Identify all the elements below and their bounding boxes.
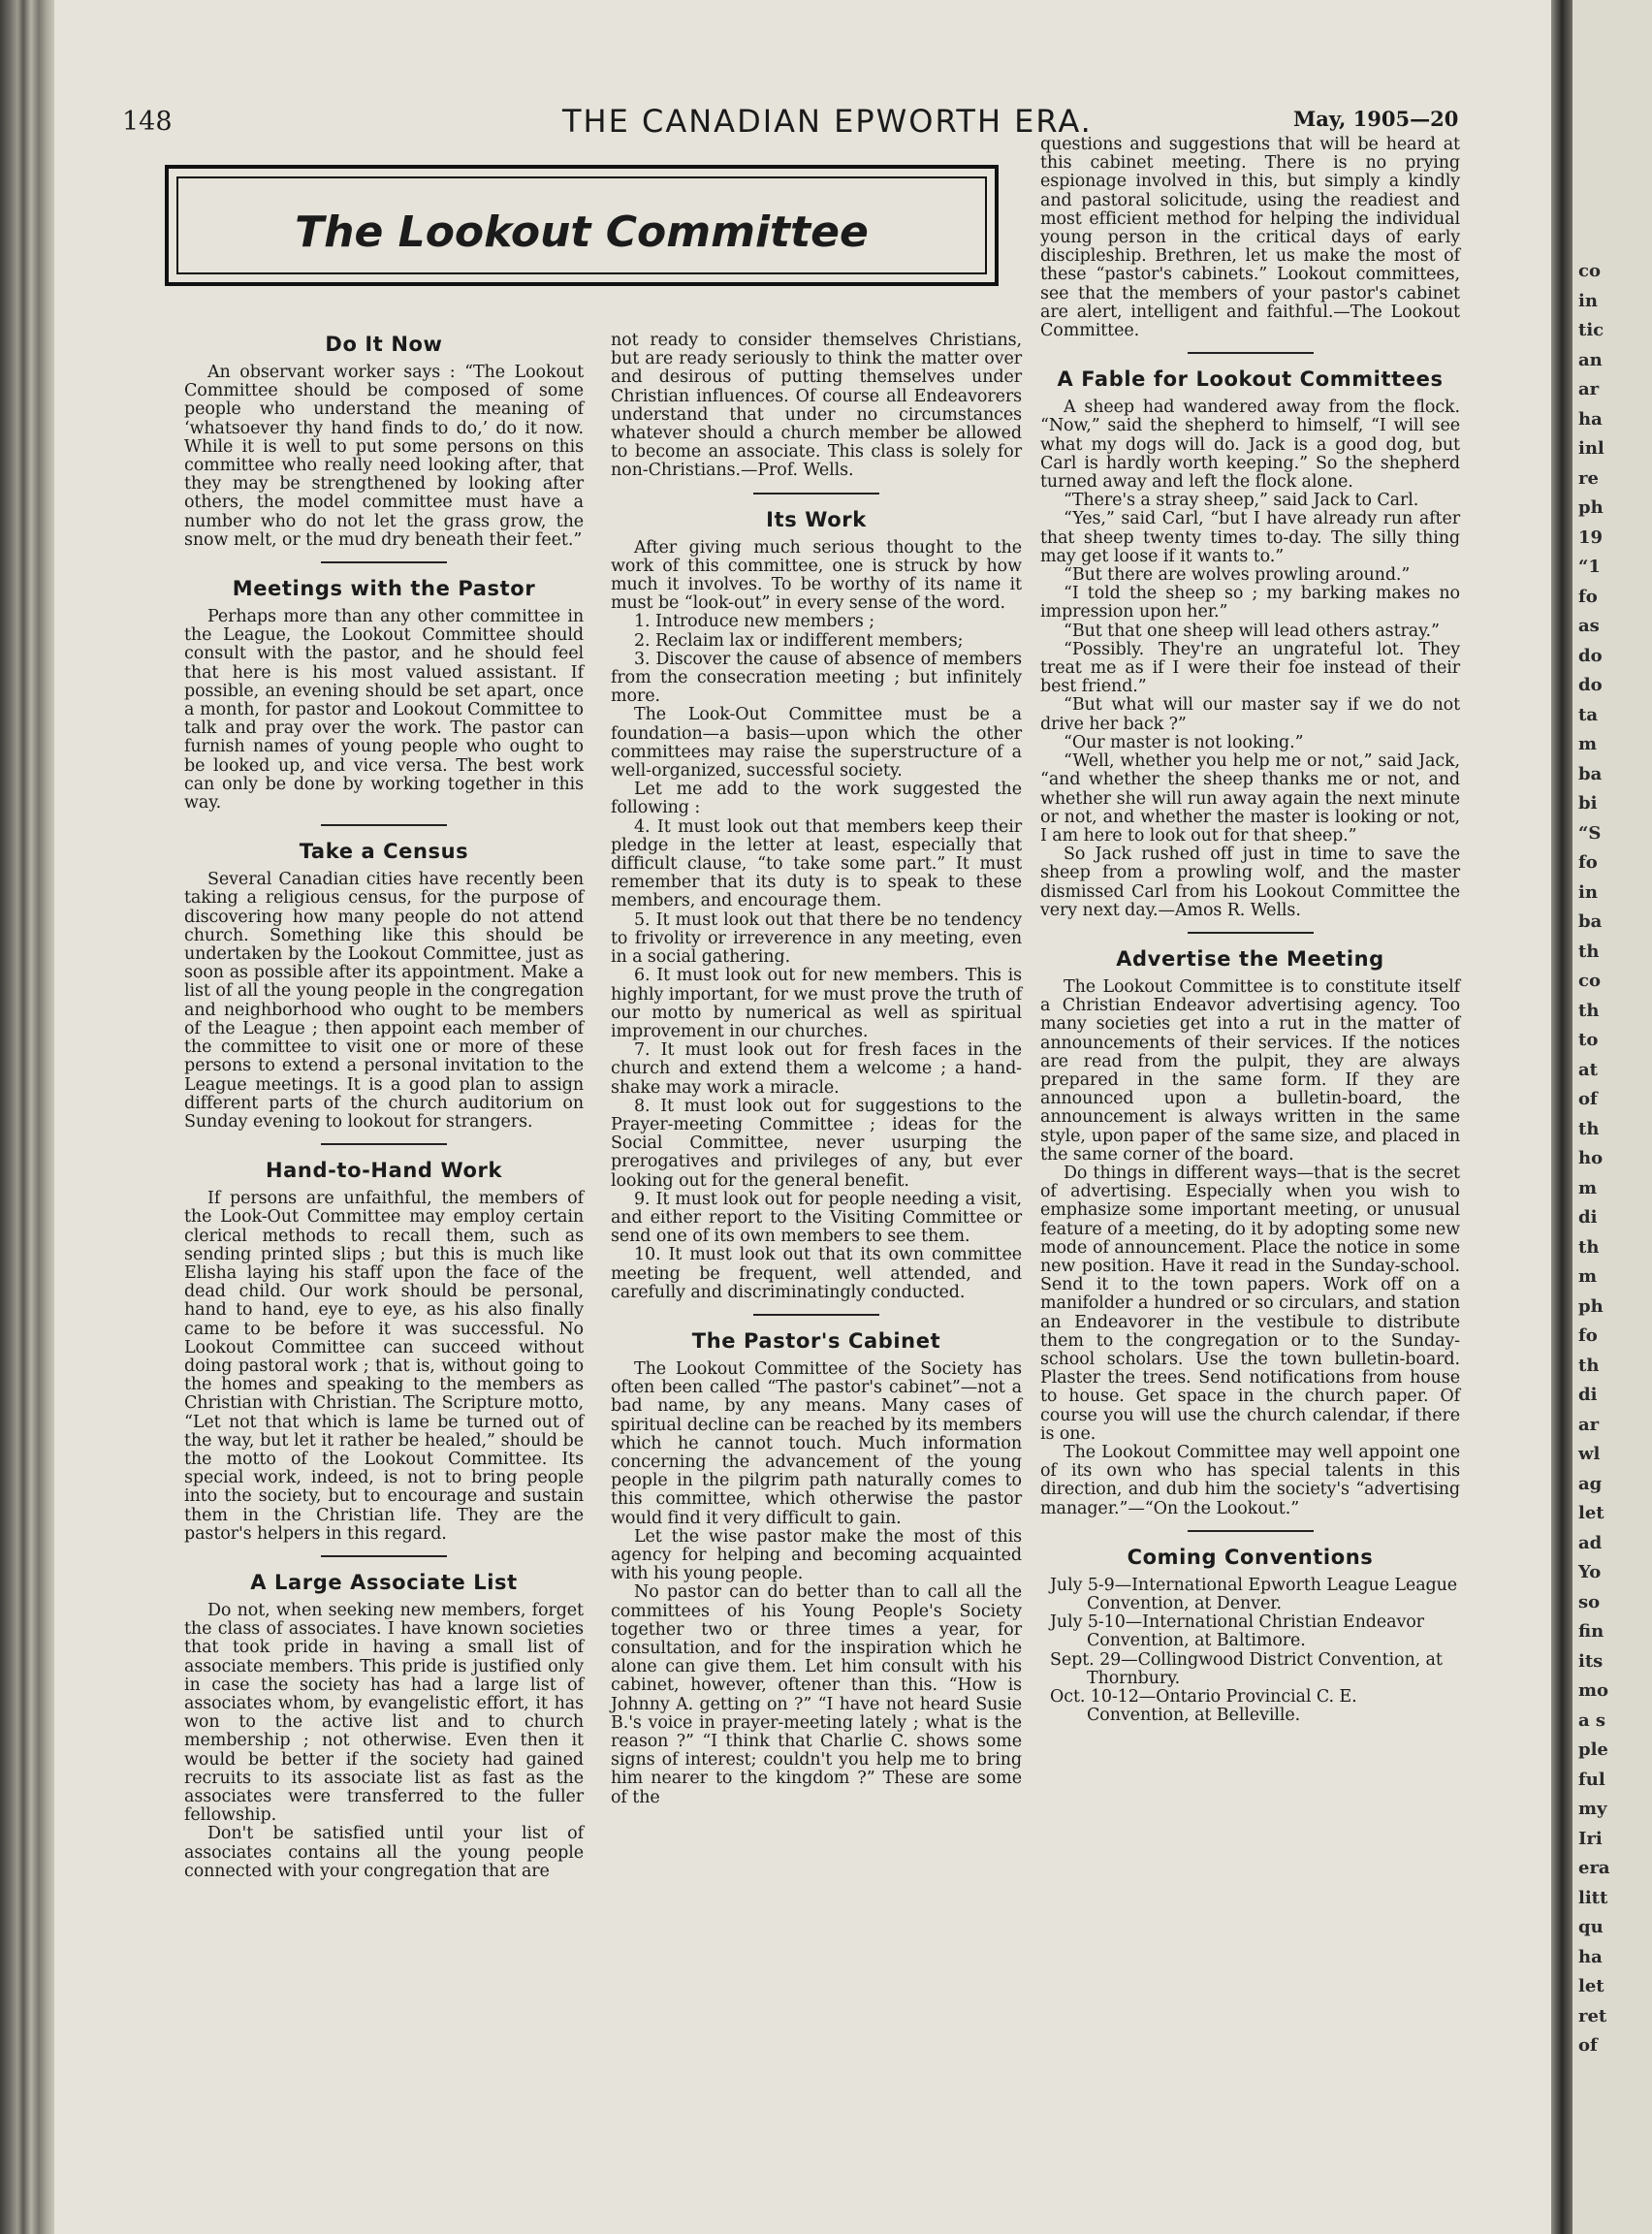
list-item: 7. It must look out for fresh faces in the church and extend them a welcome ; a hand-shake may work a miracle.: [611, 1040, 1022, 1098]
article-continuation: not ready to consider themselves Christians, but are ready seriously to think the matter over and desirous of putting themselves under Christian influences. Of course all Endeavorers understand that under no circumstances whatever should a church member be allowed to become an associate. This class is solely for non-Christians.—Prof. Wells.: [611, 331, 1022, 481]
next-page-text-fragment: so: [1578, 1591, 1601, 1612]
next-page-text-fragment: of: [1578, 2035, 1598, 2056]
article-heading: Coming Conventions: [1127, 1545, 1374, 1569]
article-paragraph: Do things in different ways—that is the secret of advertising. Especially when you wish to emphasize some important meeting, or unusual feature of a meeting, do it by adopting some new mode of announcement. Place the notice in some new position. Have it read in the Sunday-school. Send it to the town papers. Work off on a manifolder a hundred or so circulars, and station an Endeavorer in the vestibule to distribute them to the congregation or to the Sunday-school scholars. Use the town bulletin-board. Plaster the trees. Send notifications from house to house. Get space in the church paper. Of course you will use the church calendar, if there is one.: [1040, 1163, 1460, 1444]
feature-title: The Lookout Committee: [295, 207, 869, 257]
column-3: [1040, 136, 1460, 1725]
next-page-text-fragment: ad: [1578, 1532, 1603, 1553]
section-divider: [753, 493, 879, 495]
article-heading: Take a Census: [299, 840, 469, 864]
list-item: 3. Discover the cause of absence of members from the consecration meeting ; but infinitely more.: [611, 649, 1022, 707]
next-page-text-fragment: m: [1578, 1177, 1598, 1198]
next-page-text-fragment: ag: [1578, 1473, 1603, 1494]
next-page-text-fragment: th: [1578, 1000, 1600, 1021]
article-paragraph: A sheep had wandered away from the flock. “Now,” said the shepherd to himself, “I will see what my dogs will do. Jack is a good dog, but Carl is hardly worth keeping.” So the shepherd turned away and left the flock alone.: [1040, 398, 1460, 493]
section-divider: [321, 824, 447, 826]
article-paragraph: “But that one sheep will lead others astray.”: [1064, 621, 1440, 641]
feature-title-box: [165, 165, 999, 286]
next-page-text-fragment: th: [1578, 941, 1600, 962]
next-page-text-fragment: ph: [1578, 1295, 1604, 1317]
article-heading: Its Work: [766, 507, 867, 531]
next-page-edge: [1573, 0, 1652, 2234]
article-its-work: [611, 508, 1022, 1302]
article-paragraph: Do not, when seeking new members, forget the class of associates. I have known societies that took pride in having a small list of associate members. This pride is justified only in case the society has had a large list of associates whom, by evangelistic effort, it has won to the active list and to church membership ; not otherwise. Even then it would be better if the society had gained recruits to its associate list as fast as the associates were transferred to the fuller fellowship.: [184, 1600, 584, 1826]
next-page-text-fragment: ar: [1578, 1414, 1600, 1435]
next-page-text-fragment: th: [1578, 1118, 1600, 1139]
next-page-text-fragment: do: [1578, 675, 1603, 695]
next-page-text-fragment: inl: [1578, 438, 1604, 459]
list-item: 2. Reclaim lax or indifferent members;: [634, 630, 964, 651]
list-item: 9. It must look out for people needing a visit, and either report to the Visiting Committee or send one of its own members to see them.: [611, 1189, 1022, 1247]
section-divider: [1188, 932, 1314, 934]
page-number: 148: [122, 107, 173, 137]
next-page-text-fragment: fo: [1578, 852, 1598, 873]
article-heading: Meetings with the Pastor: [232, 577, 536, 601]
next-page-text-fragment: at: [1578, 1059, 1598, 1080]
next-page-text-fragment: m: [1578, 1266, 1598, 1287]
article-paragraph: Perhaps more than any other committee in the League, the Lookout Committee should consult with the pastor, and he should feel that here is his most valued assistant. If possible, an evening should be set apart, once a month, for pastor and Lookout Committee to talk and pray over the work. The pastor can furnish names of young people who ought to be looked up, and vice versa. The best work can only be done by working together in this way.: [184, 607, 584, 814]
magazine-title: THE CANADIAN EPWORTH ERA.: [562, 103, 1093, 140]
next-page-text-fragment: do: [1578, 645, 1603, 666]
next-page-text-fragment: di: [1578, 1207, 1598, 1228]
next-page-text-fragment: tic: [1578, 320, 1604, 340]
article-advertise-the-meeting: [1040, 947, 1460, 1518]
next-page-text-fragment: di: [1578, 1385, 1598, 1405]
next-page-text-fragment: a s: [1578, 1709, 1606, 1731]
article-paragraph: An observant worker says : “The Lookout Committee should be composed of some people who understand the meaning of ‘whatsoever thy hand finds to do,’ do it now. While it is well to put some persons on this committee who really need looking after, that they may be strengthened by looking after others, the model committee must have a number who do not let the grass grow, the snow melt, or the mud dry beneath their feet.”: [184, 363, 584, 550]
list-item: 4. It must look out that members keep their pledge in the letter at least, especially that difficult clause, “to take some part.” It must remember that its duty is to speak to these members, and encourage them.: [611, 816, 1022, 911]
article-paragraph: The Lookout Committee is to constitute itself a Christian Endeavor advertising agency. Too many societies get into a rut in the matter of announcements of their services. If the notices are read from the pulpit, they are always prepared in the same form. If they are announced upon a bulletin-board, the announcement is always written in the same style, upon paper of the same size, and placed in the same corner of the board.: [1040, 976, 1460, 1165]
article-heading: The Pastor's Cabinet: [691, 1328, 941, 1353]
article-heading: A Fable for Lookout Committees: [1057, 367, 1444, 392]
article-paragraph: “I told the sheep so ; my barking makes no impression upon her.”: [1040, 584, 1460, 622]
next-page-text-fragment: its: [1578, 1650, 1604, 1672]
next-page-text-fragment: ful: [1578, 1769, 1605, 1790]
next-page-text-fragment: fin: [1578, 1621, 1604, 1642]
next-page-text-fragment: mo: [1578, 1680, 1609, 1701]
conventions-list: [1040, 1577, 1460, 1726]
next-page-text-fragment: re: [1578, 467, 1599, 489]
article-paragraph: “Yes,” said Carl, “but I have already run after that sheep twenty times to-day. The silly thing may get loose if it wants to.”: [1040, 509, 1460, 566]
next-page-text-fragment: ar: [1578, 379, 1600, 399]
article-paragraph: Let me add to the work suggested the following :: [611, 780, 1022, 818]
article-paragraph: The Look-Out Committee must be a foundation—a basis—upon which the other committees may raise the superstructure of a well-organized, successful society.: [611, 705, 1022, 782]
page-gutter: [1551, 0, 1573, 2234]
next-page-text-fragment: let: [1578, 1976, 1604, 1996]
section-divider: [321, 561, 447, 563]
next-page-text-fragment: ta: [1578, 704, 1598, 725]
article-fable: [1040, 367, 1460, 920]
list-item: 10. It must look out that its own committee meeting be frequent, well attended, and carefully and discriminatingly conducted.: [611, 1245, 1022, 1302]
next-page-text-fragment: ret: [1578, 2005, 1607, 2027]
next-page-text-fragment: Yo: [1578, 1562, 1602, 1582]
article-paragraph: “There's a stray sheep,” said Jack to Carl.: [1064, 491, 1419, 511]
section-divider: [1188, 1530, 1314, 1532]
next-page-text-fragment: co: [1578, 261, 1601, 281]
next-page-text-fragment: era: [1578, 1858, 1610, 1878]
article-take-a-census: [184, 840, 584, 1132]
next-page-text-fragment: qu: [1578, 1917, 1604, 1937]
article-paragraph: So Jack rushed off just in time to save the sheep from a prowling wolf, and the master dismissed Carl from his Lookout Committee the very next day.—Amos R. Wells.: [1040, 845, 1460, 920]
article-paragraph: The Lookout Committee may well appoint one of its own who has special talents in this direction, and dub him the society's “advertising manager.”—“On the Lookout.”: [1040, 1443, 1460, 1518]
next-page-text-fragment: ho: [1578, 1148, 1604, 1168]
next-page-text-fragment: an: [1578, 349, 1603, 370]
article-paragraph: “Our master is not looking.”: [1064, 732, 1304, 752]
next-page-text-fragment: as: [1578, 616, 1600, 636]
article-paragraph: If persons are unfaithful, the members of the Look-Out Committee may employ certain clerical methods to recall them, such as sending printed slips ; but this is much like Elisha laying his staff upon the face of the dead child. Our work should be personal, hand to hand, eye to eye, as his also finally came to be before it was successful. No Lookout Committee can succeed without doing pastoral work ; that is, without going to the homes and speaking to the members as Christian with Christian. The Scripture motto, “Let not that which is lame be turned out of the way, but let it rather be healed,” should be the motto of the Lookout Committee. Its special work, indeed, is not to bring people into the society, but to encourage and sustain them in the Christian life. They are the pastor's helpers in this regard.: [184, 1189, 584, 1544]
next-page-text-fragment: let: [1578, 1503, 1604, 1523]
article-paragraph: Let the wise pastor make the most of this agency for helping and becoming acquainted with his young people.: [611, 1526, 1022, 1584]
next-page-text-fragment: th: [1578, 1355, 1600, 1376]
next-page-text-fragment: ha: [1578, 1946, 1603, 1967]
section-divider: [321, 1143, 447, 1145]
article-do-it-now: [184, 333, 584, 550]
list-item: 8. It must look out for suggestions to the Prayer-meeting Committee ; ideas for the Social Committee, never usurping the prerogatives and privileges of any, but ever looking out for the general benefit.: [611, 1096, 1022, 1191]
next-page-text-fragment: bi: [1578, 793, 1598, 814]
section-divider: [321, 1555, 447, 1557]
article-paragraph: “Possibly. They're an ungrateful lot. They treat me as if I were their foe instead of their best friend.”: [1040, 639, 1460, 697]
next-page-text-fragment: ph: [1578, 497, 1604, 518]
article-heading: A Large Associate List: [250, 1570, 518, 1594]
column-1: [184, 333, 584, 1881]
work-list: [611, 613, 1022, 706]
article-paragraph: “Well, whether you help me or not,” said Jack, “and whether the sheep thanks me or not, and whether she will run away again the next minute or not, and whether the master is looking or not, I am here to look out for that sheep.”: [1040, 751, 1460, 846]
next-page-text-fragment: of: [1578, 1089, 1598, 1109]
article-coming-conventions: [1040, 1546, 1460, 1726]
list-item: Sept. 29—Collingwood District Convention, at Thornbury.: [1050, 1649, 1443, 1688]
next-page-text-fragment: Iri: [1578, 1828, 1603, 1849]
article-heading: Advertise the Meeting: [1116, 946, 1384, 971]
article-continuation: questions and suggestions that will be heard at this cabinet meeting. There is no prying espionage involved in this, but simply a kindly and pastoral solicitude, using the readiest and most efficient method for helping the individual young person in the critical days of early discipleship. Brethren, let us make the most of these “pastor's cabinets.” Lookout committees, see that the members of your pastor's cabinet are alert, intelligent and faithful.—The Lookout Committee.: [1040, 135, 1460, 341]
article-paragraph: “But what will our master say if we do not drive her back ?”: [1040, 695, 1460, 734]
next-page-text-fragment: 19: [1578, 527, 1604, 548]
next-page-text-fragment: ple: [1578, 1739, 1608, 1760]
article-paragraph: No pastor can do better than to call all the committees of his Young People's Society together two or three times a year, for consultation, and for the inspiration which he alone can give them. Let him consult with his cabinet, however, oftener than this. “How is Johnny A. getting on ?” “I have not heard Susie B.'s voice in prayer-meeting lately ; what is the reason ?” “I think that Charlie C. shows some signs of interest; couldn't you help me to bring him nearer to the kingdom ?” These are some of the: [611, 1582, 1022, 1807]
next-page-text-fragment: litt: [1578, 1887, 1608, 1908]
article-paragraph: The Lookout Committee of the Society has often been called “The pastor's cabinet”—not a bad name, by any means. Many cases of spiritual decline can be reached by its members which he cannot touch. Much information concerning the advancement of the young people in the pilgrim path naturally comes to this committee, which otherwise the pastor would find it very difficult to gain.: [611, 1358, 1022, 1528]
list-item: 1. Introduce new members ;: [634, 612, 875, 632]
list-item: July 5-10—International Christian Endeavor Convention, at Baltimore.: [1050, 1612, 1424, 1651]
next-page-text-fragment: “S: [1578, 822, 1602, 844]
article-meetings-with-pastor: [184, 577, 584, 813]
next-page-text-fragment: m: [1578, 734, 1598, 754]
list-item: 6. It must look out for new members. This is highly important, for we must prove the truth of our motto by numerical as well as spiritual improvement in our churches.: [611, 966, 1022, 1041]
article-heading: Hand-to-Hand Work: [265, 1159, 503, 1183]
issue-date: May, 1905—20: [1293, 107, 1459, 131]
next-page-text-fragment: ba: [1578, 911, 1603, 932]
article-large-associate-list: [184, 1571, 584, 1881]
next-page-text-fragment: “1: [1578, 557, 1601, 577]
work-list: [611, 818, 1022, 1302]
list-item: July 5-9—International Epworth League League Convention, at Denver.: [1050, 1575, 1458, 1614]
list-item: 5. It must look out that there be no tendency to frivolity or irreverence in any meeting, even in a social gathering.: [611, 910, 1022, 968]
next-page-text-fragment: fo: [1578, 1325, 1598, 1346]
article-heading: Do It Now: [325, 333, 443, 356]
next-page-text-fragment: to: [1578, 1030, 1599, 1050]
next-page-text-fragment: ba: [1578, 763, 1603, 784]
book-binding: [0, 0, 54, 2234]
next-page-text-fragment: th: [1578, 1236, 1600, 1258]
article-paragraph: Don't be satisfied until your list of associates contains all the young people connected with your congregation that are: [184, 1824, 584, 1881]
section-divider: [1188, 352, 1314, 354]
next-page-text-fragment: fo: [1578, 586, 1598, 607]
next-page-text-fragment: in: [1578, 290, 1598, 311]
article-paragraph: After giving much serious thought to the work of this committee, one is struck by how much it involves. To be worthy of its name it must be “look-out” in every sense of the word.: [611, 537, 1022, 614]
list-item: Oct. 10-12—Ontario Provincial C. E. Convention, at Belleville.: [1050, 1687, 1357, 1726]
next-page-text-fragment: in: [1578, 881, 1598, 903]
article-hand-to-hand-work: [184, 1159, 584, 1544]
article-paragraph: “But there are wolves prowling around.”: [1064, 565, 1411, 586]
section-divider: [753, 1314, 879, 1316]
next-page-text-fragment: ha: [1578, 408, 1603, 430]
article-pastors-cabinet: [611, 1329, 1022, 1807]
next-page-text-fragment: co: [1578, 971, 1601, 991]
article-paragraph: Several Canadian cities have recently been taking a religious census, for the purpose of discovering how many people do not attend church. Something like this should be undertaken by the Lookout Committee, just as soon as possible after its appointment. Make a list of all the young people in the congregation and neighborhood who ought to be members of the League ; then appoint each member of the committee to visit one or more of these persons to extend a personal invitation to the League meetings. It is a good plan to assign different parts of the church auditorium on Sunday evening to lookout for strangers.: [184, 870, 584, 1132]
next-page-text-fragment: wl: [1578, 1444, 1601, 1464]
column-2: [611, 332, 1022, 1807]
next-page-text-fragment: my: [1578, 1799, 1607, 1819]
